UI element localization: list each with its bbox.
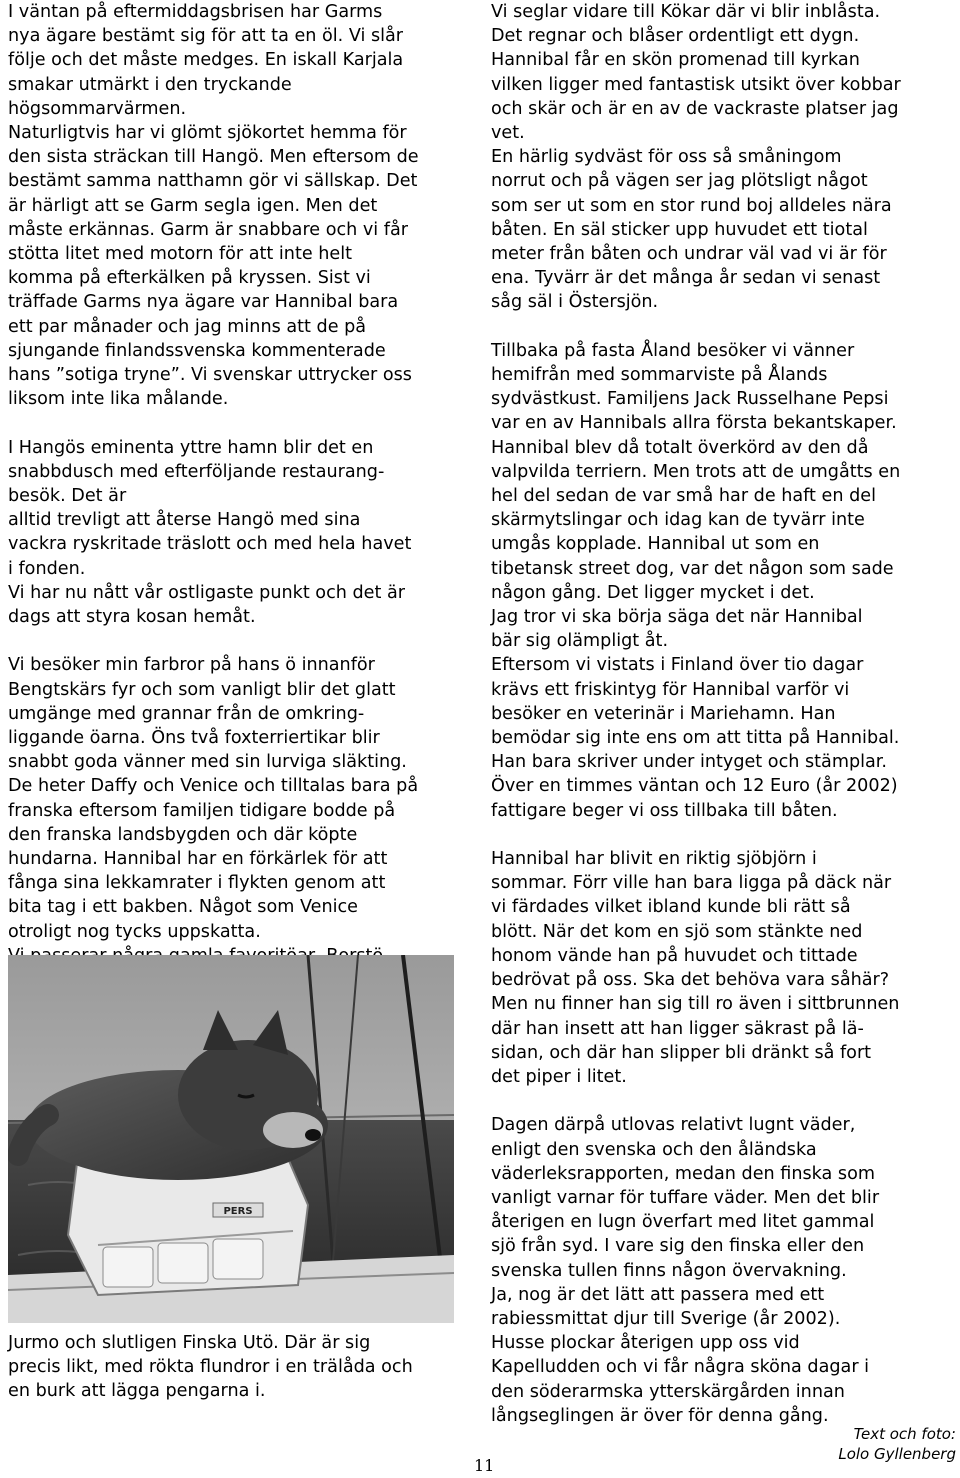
article-paragraph: Tillbaka på fasta Åland besöker vi vänner hemifrån med sommarviste på Ålands sydvästkust. Familjens Jack Russelhane Pepsi var en av Hannibals allra första bekantskaper. Hannibal blev då totalt överkörd av den då valpvilda terriern. Men trots att de umgåtts en hel del sedan de var små har de haft en del skärmytslingar och idag kan de tyvärr inte umgås kopplade. Hannibal ut som en tibetansk street dog, var det någon som sade någon gång. Det ligger mycket i det. Jag tror vi ska börja säga det när Hannibal bär sig olämpligt åt. Eftersom vi vistats i Finland över tio dagar krävs ett friskintyg för Hannibal varför vi besöker en veterinär i Mariehamn. Han bemödar sig inte ens om att titta på Hannibal. Han bara skriver under intyget och stämplar. Över en timmes väntan och 12 Euro (år 2002) fattigare beger vi oss tillbaka till båten. — [491, 340, 901, 821]
article-paragraph: Dagen därpå utlovas relativt lugnt väder, enligt den svenska och den åländska väderleksrapporten, medan den finska som vanligt varnar för tuffare väder. Men det blir återigen en lugn överfart med litet gammal sjö från syd. I vare sig den finska eller den svenska tullen finns någon övervakning. Ja, nog är det lätt att passera med ett rabiessmittat djur till Sverige (år 2002). Husse plockar återigen upp oss vid Kapelludden och vi får några sköna dagar i den söderarmska ytterskärgården innan långseglingen är över för denna gång. — [491, 1115, 880, 1426]
photo-sticker-label: PERS — [223, 1206, 253, 1217]
credit-label: Text och foto: — [853, 1425, 956, 1443]
credit-author: Lolo Gyllenberg — [838, 1445, 956, 1463]
page-number: 11 — [474, 1456, 495, 1475]
article-paragraph: Hannibal har blivit en riktig sjöbjörn i sommar. Förr ville han bara ligga på däck när vi färdades vilket ibland kunde bli rätt så blött. När det kom en sjö som stänkte ned honom vände han på huvudet och tittade bedrövat på oss. Ska det behöva vara såhär? Men nu finner han sig till ro även i sittbrunnen där han insett att han ligger säkrast på lä- sidan, och där han slipper bli dränkt så fort det piper i litet. — [491, 849, 900, 1087]
article-paragraph: Vi besöker min farbror på hans ö innanför Bengtskärs fyr och som vanligt blir det glatt umgänge med grannar från de omkring- liggande öarna. Öns två foxterriertikar blir snabbt goda vänner med sin lurviga släkting. De heter Daffy och Venice och tilltalas bara på franska eftersom familjen tidigare bodde på den franska landsbygden och där köpte hundarna. Hannibal har en förkärlek för att fånga sina lekkamrater i flykten genom att bita tag i ett bakben. Något som Venice otroligt nog tycks uppskatta. — [8, 655, 419, 942]
left-column — [8, 0, 480, 968]
article-paragraph: I Hangös eminenta yttre hamn blir det en snabbdusch med efterföljande restaurang- besök. Det är alltid trevligt att återse Hangö med sina vackra ryskritade träslott och med hela havet i fonden. Vi har nu nått vår ostligaste punkt och det är dags att styra kosan hemåt. — [8, 437, 412, 628]
photo-illustration — [8, 955, 454, 1323]
left-column-bottom — [8, 1331, 480, 1404]
right-column — [491, 0, 960, 1428]
article-paragraph: Jurmo och slutligen Finska Utö. Där är sig precis likt, med rökta flundror i en trälåda och en burk att lägga pengarna i. — [8, 1333, 413, 1402]
photo-credit — [838, 1424, 956, 1464]
article-paragraph: I väntan på eftermiddagsbrisen har Garms nya ägare bestämt sig för att ta en öl. Vi slår följe och det måste medges. En iskall Karjala smakar utmärkt i den tryckande högsommarvärmen. Naturligtvis har vi glömt sjökortet hemma för den sista sträckan till Hangö. Men eftersom de bestämt samma natthamn gör vi sällskap. Det är härligt att se Garm segla igen. Men det måste erkännas. Garm är snabbare och vi får stötta litet med motorn för att inte helt komma på efterkälken på kryssen. Sist vi träffade Garms nya ägare var Hannibal bara ett par månader och jag minns att de på sjungande finlandssvenska kommenterade hans ”sotiga tryne”. Vi svenskar uttrycker oss liksom inte lika målande. — [8, 2, 419, 410]
dog-on-boat-photo — [8, 955, 454, 1323]
article-paragraph: Vi seglar vidare till Kökar där vi blir inblåsta. Det regnar och blåser ordentligt ett dygn. Hannibal får en skön promenad till kyrkan vilken ligger med fantastisk utsikt över kobbar och skär och är en av de vackraste platser jag vet. En härlig sydväst för oss så småningom norrut och på vägen ser jag plötsligt något som ser ut som en stor rund boj alldeles nära båten. En säl sticker upp huvudet ett tiotal meter från båten och undrar väl vad vi är för ena. Tyvärr är det många år sedan vi senast såg säl i Östersjön. — [491, 2, 901, 313]
